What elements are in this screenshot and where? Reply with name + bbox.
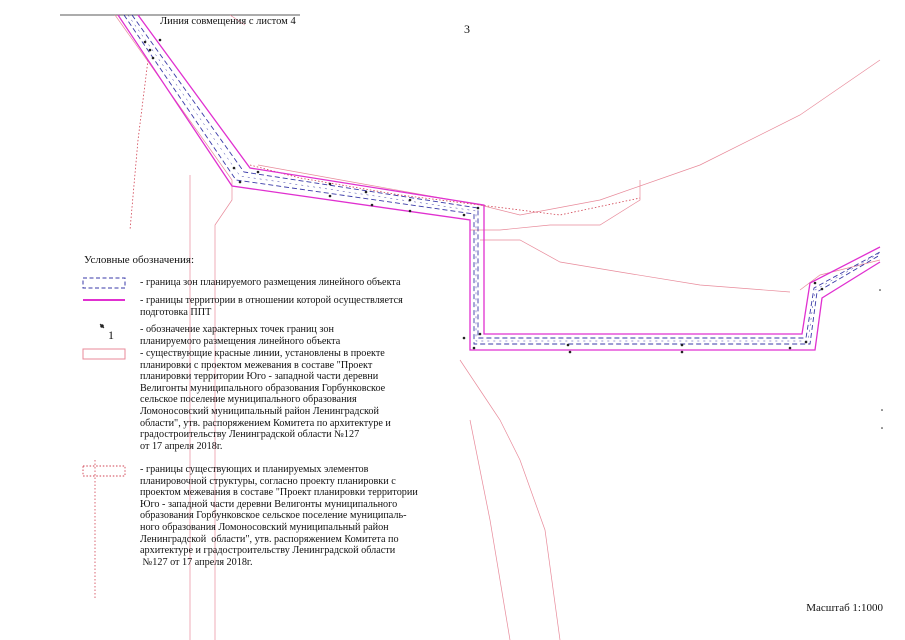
- legend-symbol-planning-dotted: [82, 465, 126, 477]
- scale-label: Масштаб 1:1000: [806, 602, 883, 614]
- legend-text-territory: - границы территории в отношении которой осуществляется подготовка ППТ: [140, 295, 403, 318]
- legend-text-red-lines: - существующие красные линии, установлены в проекте планировки с проектом межевания в составе "Проект планировки территории Юго - западной части деревни Велигонты муниципального образования Горбунковское сельское поселение муниципального образования Ломоносовский муниципальный район Ленинградской области", утв. распоряжением Комитета по архитектуре и градостроительству Ленинградской области №127 от 17 апреля 2018г.: [140, 348, 391, 452]
- legend-text-points: - обозначение характерных точек границ зон планируемого размещения линейного объекта: [140, 324, 341, 347]
- alignment-line-label: Линия совмещения с листом 4: [160, 16, 296, 27]
- sheet-number: 3: [464, 22, 470, 36]
- legend-text-planning: - границы существующих и планируемых элементов планировочной структуры, согласно проекту планировки с проектом межевания в составе "Проект планировки территории Юго - западной части деревни Велигонты муниципального образования Горбунковское сельское поселение муниципаль- ного образования Ломоносовский муниципальный район Ленинградской области", утв. распоряжением Комитета по архитектуре и градостроительству Ленинградской области №127 от 17 апреля 2018г.: [140, 464, 418, 568]
- legend-symbol-territory-line: [82, 294, 126, 306]
- legend-title: Условные обозначения:: [84, 254, 195, 266]
- legend-marker-label: 1: [108, 328, 114, 342]
- legend-symbol-point-marker: [82, 320, 126, 338]
- legend-text-zone: - граница зон планируемого размещения линейного объекта: [140, 277, 401, 288]
- legend-symbol-zone-dashed: [82, 277, 126, 289]
- legend-symbol-red-lines: [82, 348, 126, 360]
